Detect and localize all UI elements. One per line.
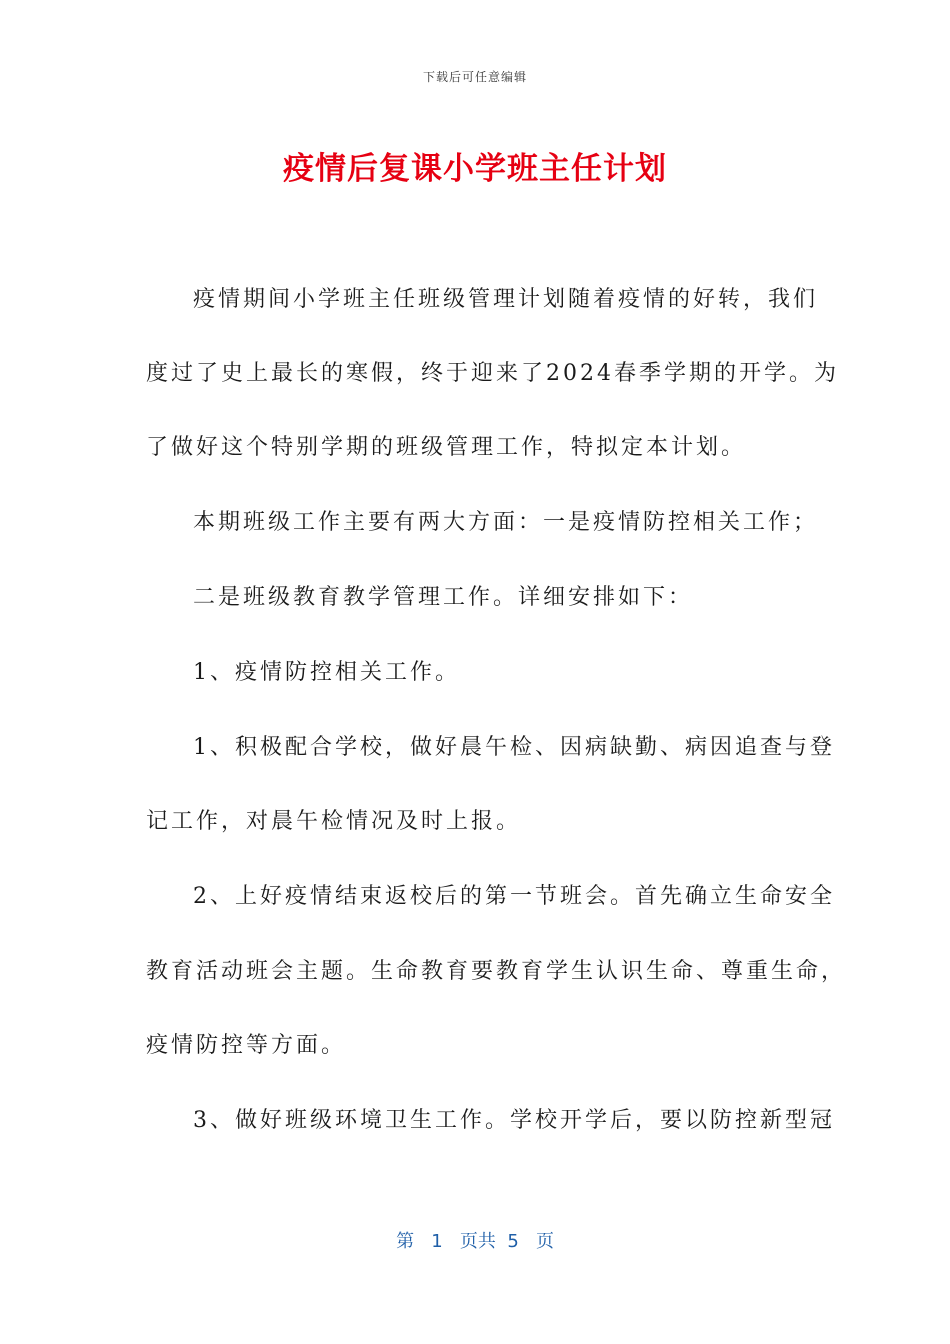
page-footer <box>0 1227 950 1253</box>
body-line: 记工作，对晨午检情况及时上报。 <box>146 809 522 834</box>
body-line: 二是班级教育教学管理工作。详细安排如下： <box>193 585 694 610</box>
body-line: 疫情期间小学班主任班级管理计划随着疫情的好转，我们 <box>193 287 819 312</box>
body-line: 疫情防控等方面。 <box>146 1033 347 1058</box>
document-title: 疫情后复课小学班主任计划 <box>283 151 667 187</box>
body-line: 度过了史上最长的寒假，终于迎来了2024春季学期的开学。为 <box>146 361 839 386</box>
body-line: 教育活动班会主题。生命教育要教育学生认识生命、尊重生命， <box>146 959 847 984</box>
body-line: 了做好这个特别学期的班级管理工作，特拟定本计划。 <box>146 435 747 460</box>
body-line: 本期班级工作主要有两大方面：一是疫情防控相关工作； <box>193 510 819 535</box>
body-line: 2、上好疫情结束返校后的第一节班会。首先确立生命安全 <box>193 884 835 909</box>
page-total: 5 <box>507 1231 519 1252</box>
body-line: 1、积极配合学校，做好晨午检、因病缺勤、病因追查与登 <box>193 735 835 760</box>
footer-suffix: 页 <box>535 1231 554 1252</box>
body-line: 3、做好班级环境卫生工作。学校开学后，要以防控新型冠 <box>193 1108 835 1133</box>
footer-prefix: 第 <box>396 1231 415 1252</box>
footer-middle: 页共 <box>459 1231 496 1252</box>
page-current: 1 <box>431 1231 443 1252</box>
body-line: 1、疫情防控相关工作。 <box>193 660 460 685</box>
header-note: 下载后可任意编辑 <box>422 70 527 84</box>
